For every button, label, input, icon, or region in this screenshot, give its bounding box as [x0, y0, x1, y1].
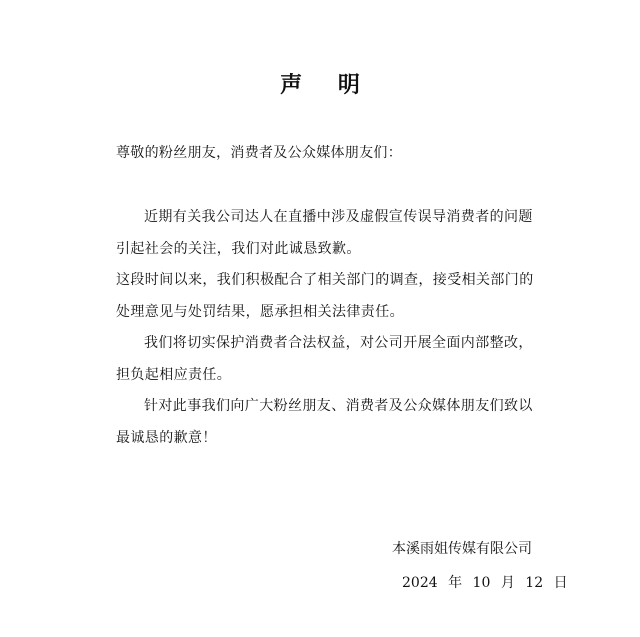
- paragraph-rectification: 我们将切实保护消费者合法权益，对公司开展全面内部整改，担负起相应责任。: [116, 335, 533, 383]
- date-year-unit: 年: [448, 575, 463, 591]
- date-month: 10: [472, 575, 491, 591]
- salutation: 尊敬的粉丝朋友，消费者及公众媒体朋友们：: [116, 145, 402, 161]
- date-day-unit: 日: [553, 575, 568, 591]
- paragraph-final-apology: 针对此事我们向广大粉丝朋友、消费者及公众媒体朋友们致以最诚恳的歉意！: [116, 398, 533, 446]
- date-day: 12: [525, 575, 544, 591]
- statement-body: [116, 202, 536, 454]
- paragraph-apology: 近期有关我公司达人在直播中涉及虚假宣传误导消费者的问题引起社会的关注，我们对此诚恳致歉。: [116, 209, 533, 257]
- document-title: 声 明: [280, 73, 374, 98]
- paragraph-cooperation: 这段时间以来，我们积极配合了相关部门的调查，接受相关部门的处理意见与处罚结果，愿承担相关法律责任。: [116, 272, 534, 320]
- company-signature: 本溪雨姐传媒有限公司: [392, 541, 532, 557]
- date-month-unit: 月: [500, 575, 515, 591]
- statement-date: [402, 572, 568, 592]
- date-year: 2024: [402, 575, 438, 591]
